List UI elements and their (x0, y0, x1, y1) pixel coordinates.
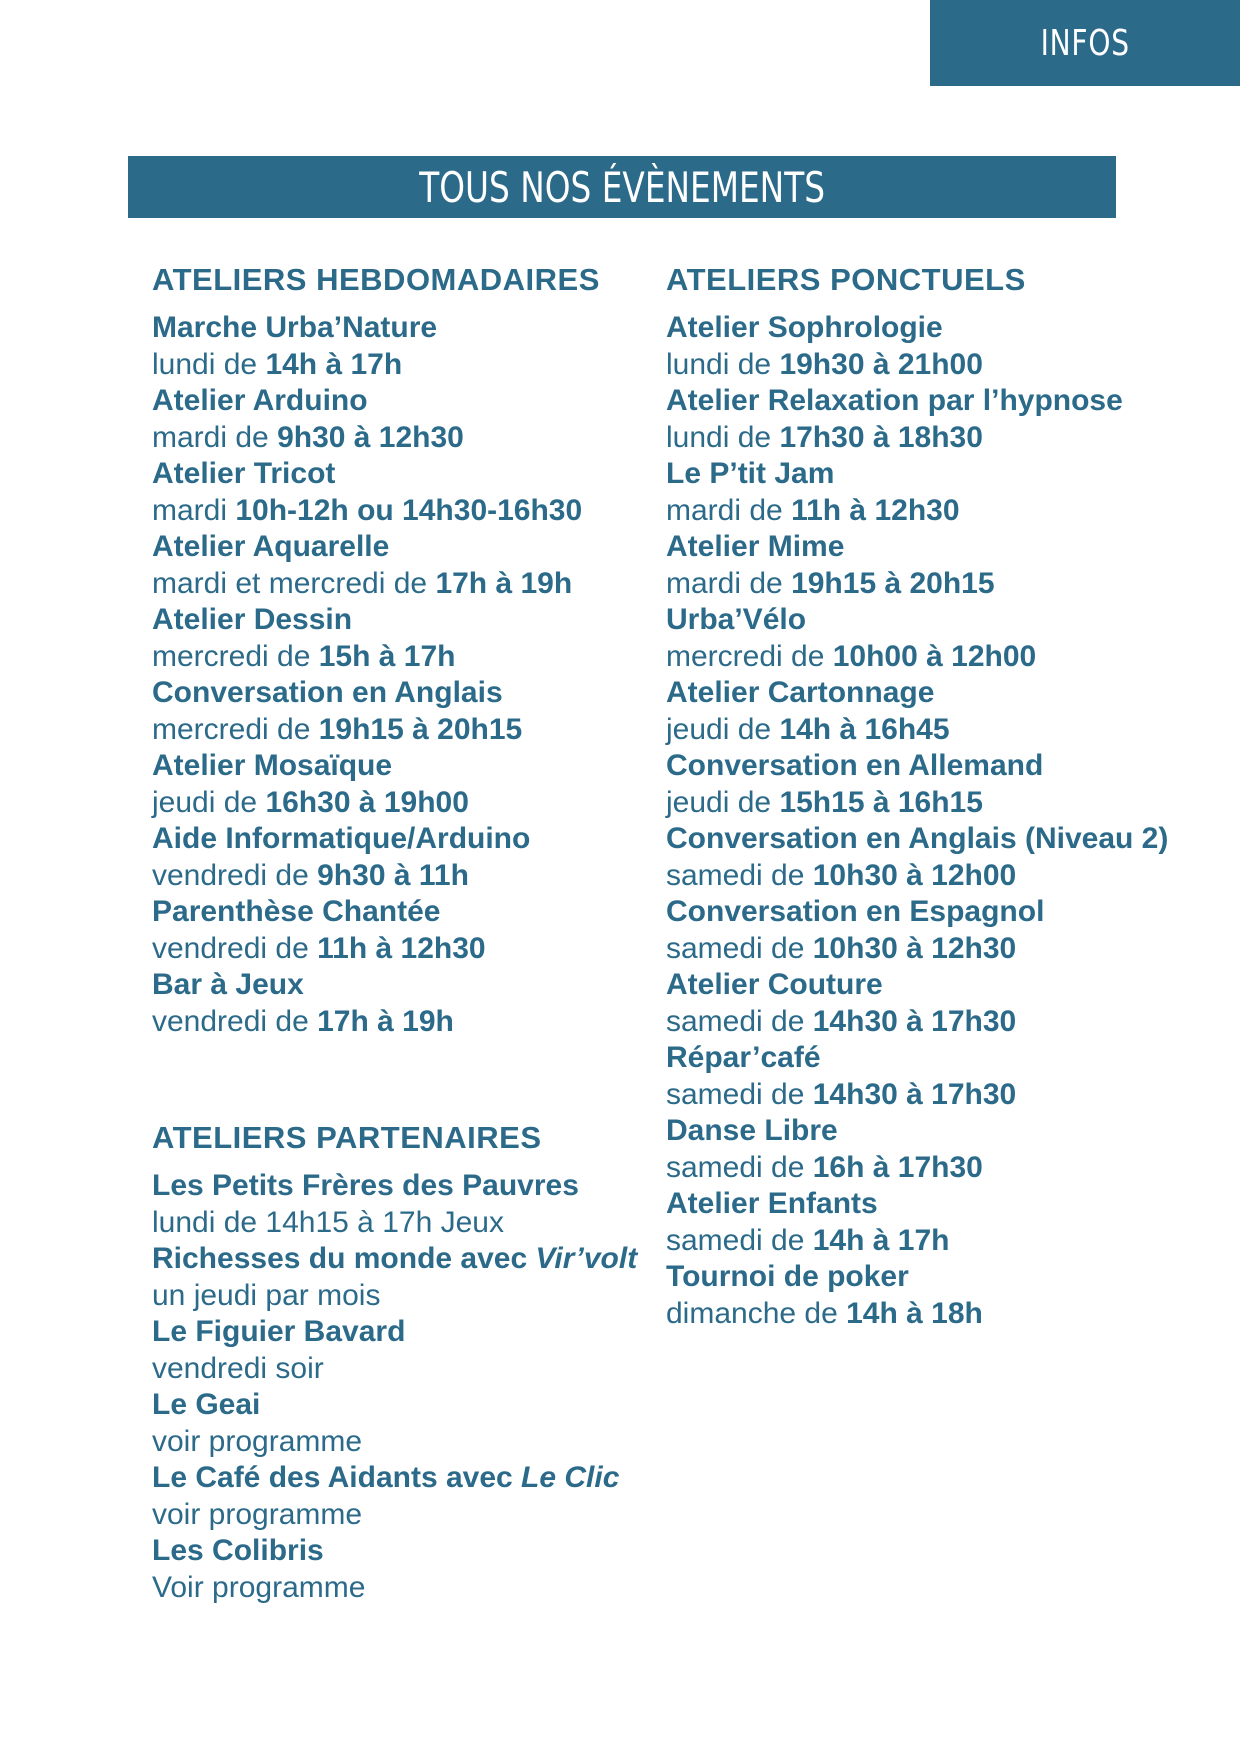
schedule-hours: 19h15 à 20h15 (318, 712, 523, 746)
event-name: Conversation en Anglais (152, 676, 503, 709)
banner-title: TOUS NOS ÉVÈNEMENTS (419, 162, 825, 212)
schedule-day: mardi de (666, 566, 792, 600)
list-item (666, 529, 1226, 602)
partner-name-italic: Le Clic (521, 1461, 620, 1494)
partner-name-text: Les Petits Frères des Pauvres (152, 1169, 579, 1202)
partner-name (152, 1314, 652, 1351)
list-item (666, 894, 1226, 967)
event-name: Marche Urba’Nature (152, 311, 438, 344)
schedule-day: mercredi de (152, 712, 319, 746)
schedule-hours: 19h15 à 20h15 (791, 566, 995, 600)
schedule-hours: 14h30 à 17h30 (812, 1004, 1017, 1038)
list-item (666, 1186, 1226, 1259)
event-schedule (152, 347, 652, 384)
events-banner (128, 156, 1116, 218)
schedule-day: mardi et mercredi de (152, 566, 436, 600)
schedule-hours: 15h à 17h (318, 639, 456, 673)
event-name: Aide Informatique/Arduino (152, 822, 531, 855)
event-name: Atelier Tricot (152, 457, 336, 490)
event-schedule (152, 785, 652, 822)
event-schedule (152, 931, 652, 968)
schedule-day: samedi de (666, 1004, 813, 1038)
event-schedule (152, 420, 652, 457)
list-item (152, 821, 652, 894)
event-schedule (666, 493, 1226, 530)
schedule-hours: 14h30 à 17h30 (812, 1077, 1017, 1111)
list-item (152, 1387, 652, 1460)
event-schedule (666, 1077, 1226, 1114)
partner-name-text: Le Figuier Bavard (152, 1315, 406, 1348)
schedule-day: jeudi de (152, 785, 266, 819)
schedule-hours: 14h à 18h (846, 1296, 983, 1330)
event-schedule (666, 1004, 1226, 1041)
list-item (152, 675, 652, 748)
event-name: Atelier Sophrologie (666, 311, 943, 344)
event-name: Le P’tit Jam (666, 457, 835, 490)
event-schedule (152, 858, 652, 895)
event-schedule (152, 639, 652, 676)
event-schedule (152, 1004, 652, 1041)
schedule-day: mardi de (666, 493, 792, 527)
list-item (666, 383, 1226, 456)
list-item (152, 748, 652, 821)
partner-name-text: Le Geai (152, 1388, 261, 1421)
event-name: Répar’café (666, 1041, 821, 1074)
event-name: Atelier Enfants (666, 1187, 878, 1220)
partner-detail: un jeudi par mois (152, 1278, 381, 1312)
schedule-day: lundi de (666, 420, 780, 454)
schedule-hours: 19h30 à 21h00 (779, 347, 983, 381)
schedule-day: mercredi de (152, 639, 319, 673)
schedule-hours: 17h à 19h (317, 1004, 454, 1038)
schedule-hours: 9h30 à 11h (317, 858, 469, 892)
list-item (666, 1259, 1226, 1332)
list-item (666, 456, 1226, 529)
partner-detail: Voir programme (152, 1570, 366, 1604)
schedule-hours: 17h à 19h (435, 566, 573, 600)
list-item (666, 602, 1226, 675)
schedule-hours: 10h30 à 12h00 (812, 858, 1017, 892)
schedule-day: lundi de (666, 347, 780, 381)
schedule-hours: 14h à 16h45 (779, 712, 950, 746)
section-title-hebdomadaires: ATELIERS HEBDOMADAIRES (152, 262, 600, 297)
event-name: Parenthèse Chantée (152, 895, 441, 928)
list-item (152, 1168, 652, 1241)
partner-detail: lundi de 14h15 à 17h Jeux (152, 1205, 504, 1239)
event-schedule (152, 712, 652, 749)
schedule-hours: 10h-12h ou 14h30-16h30 (235, 493, 583, 527)
infos-tab-label: INFOS (1040, 22, 1130, 64)
list-item (152, 1241, 652, 1314)
event-name: Atelier Arduino (152, 384, 368, 417)
event-name: Tournoi de poker (666, 1260, 909, 1293)
event-name: Atelier Dessin (152, 603, 353, 636)
schedule-day: samedi de (666, 931, 813, 965)
schedule-hours: 15h15 à 16h15 (779, 785, 983, 819)
schedule-hours: 9h30 à 12h30 (277, 420, 464, 454)
right-column (666, 258, 1226, 1332)
schedule-day: mardi (152, 493, 236, 527)
partner-detail: vendredi soir (152, 1351, 324, 1385)
schedule-day: vendredi de (152, 1004, 318, 1038)
list-item (152, 383, 652, 456)
partner-detail: voir programme (152, 1424, 363, 1458)
list-item (666, 967, 1226, 1040)
list-item (152, 894, 652, 967)
list-item (666, 748, 1226, 821)
event-schedule (666, 1223, 1226, 1260)
event-schedule (152, 566, 652, 603)
list-item (152, 310, 652, 383)
list-item (152, 602, 652, 675)
list-item (152, 1533, 652, 1606)
event-name: Atelier Cartonnage (666, 676, 935, 709)
partner-name (152, 1533, 652, 1570)
event-schedule (666, 347, 1226, 384)
event-schedule (666, 785, 1226, 822)
partner-name-text: Le Café des Aidants avec (152, 1461, 522, 1494)
list-item (152, 1314, 652, 1387)
list-item (666, 310, 1226, 383)
schedule-day: samedi de (666, 858, 813, 892)
schedule-hours: 17h30 à 18h30 (779, 420, 983, 454)
schedule-day: lundi de (152, 347, 266, 381)
schedule-day: samedi de (666, 1223, 813, 1257)
schedule-day: samedi de (666, 1077, 813, 1111)
event-schedule (666, 858, 1226, 895)
event-schedule (666, 566, 1226, 603)
event-name: Atelier Couture (666, 968, 883, 1001)
partner-name (152, 1241, 652, 1278)
event-name: Atelier Aquarelle (152, 530, 390, 563)
event-name: Urba’Vélo (666, 603, 807, 636)
list-item (152, 456, 652, 529)
partenaires-list (152, 1168, 652, 1606)
list-item (666, 675, 1226, 748)
schedule-hours: 10h30 à 12h30 (812, 931, 1017, 965)
event-schedule (666, 712, 1226, 749)
event-schedule (666, 639, 1226, 676)
section-title-ponctuels: ATELIERS PONCTUELS (666, 262, 1026, 297)
partner-name (152, 1460, 652, 1497)
event-name: Atelier Mime (666, 530, 845, 563)
event-name: Conversation en Anglais (Niveau 2) (666, 822, 1169, 855)
partner-name-text: Richesses du monde avec (152, 1242, 536, 1275)
hebdomadaires-list (152, 310, 652, 1040)
event-schedule (152, 493, 652, 530)
schedule-day: vendredi de (152, 858, 318, 892)
schedule-day: jeudi de (666, 712, 780, 746)
event-name: Atelier Mosaïque (152, 749, 393, 782)
schedule-hours: 16h à 17h30 (812, 1150, 983, 1184)
event-name: Conversation en Allemand (666, 749, 1044, 782)
schedule-day: mardi de (152, 420, 278, 454)
schedule-hours: 14h à 17h (265, 347, 403, 381)
schedule-hours: 11h à 12h30 (317, 931, 486, 965)
event-name: Conversation en Espagnol (666, 895, 1045, 928)
partner-detail: voir programme (152, 1497, 363, 1531)
schedule-day: mercredi de (666, 639, 833, 673)
event-schedule (666, 420, 1226, 457)
section-title-partenaires: ATELIERS PARTENAIRES (152, 1120, 542, 1155)
list-item (666, 1040, 1226, 1113)
event-schedule (666, 931, 1226, 968)
list-item (152, 1460, 652, 1533)
list-item (152, 967, 652, 1040)
schedule-hours: 10h00 à 12h00 (832, 639, 1037, 673)
partner-name-text: Les Colibris (152, 1534, 324, 1567)
schedule-day: dimanche de (666, 1296, 847, 1330)
event-name: Atelier Relaxation par l’hypnose (666, 384, 1123, 417)
left-column (152, 258, 652, 1606)
event-name: Danse Libre (666, 1114, 838, 1147)
schedule-hours: 11h à 12h30 (791, 493, 960, 527)
event-schedule (666, 1150, 1226, 1187)
event-schedule (666, 1296, 1226, 1333)
schedule-hours: 14h à 17h (812, 1223, 950, 1257)
schedule-hours: 16h30 à 19h00 (265, 785, 469, 819)
event-name: Bar à Jeux (152, 968, 304, 1001)
schedule-day: jeudi de (666, 785, 780, 819)
infos-tab (930, 0, 1240, 86)
schedule-day: vendredi de (152, 931, 318, 965)
schedule-day: samedi de (666, 1150, 813, 1184)
partner-name-italic: Vir’volt (535, 1242, 638, 1275)
ponctuels-list (666, 310, 1226, 1332)
list-item (666, 821, 1226, 894)
list-item (152, 529, 652, 602)
partner-name (152, 1387, 652, 1424)
partner-name (152, 1168, 652, 1205)
list-item (666, 1113, 1226, 1186)
